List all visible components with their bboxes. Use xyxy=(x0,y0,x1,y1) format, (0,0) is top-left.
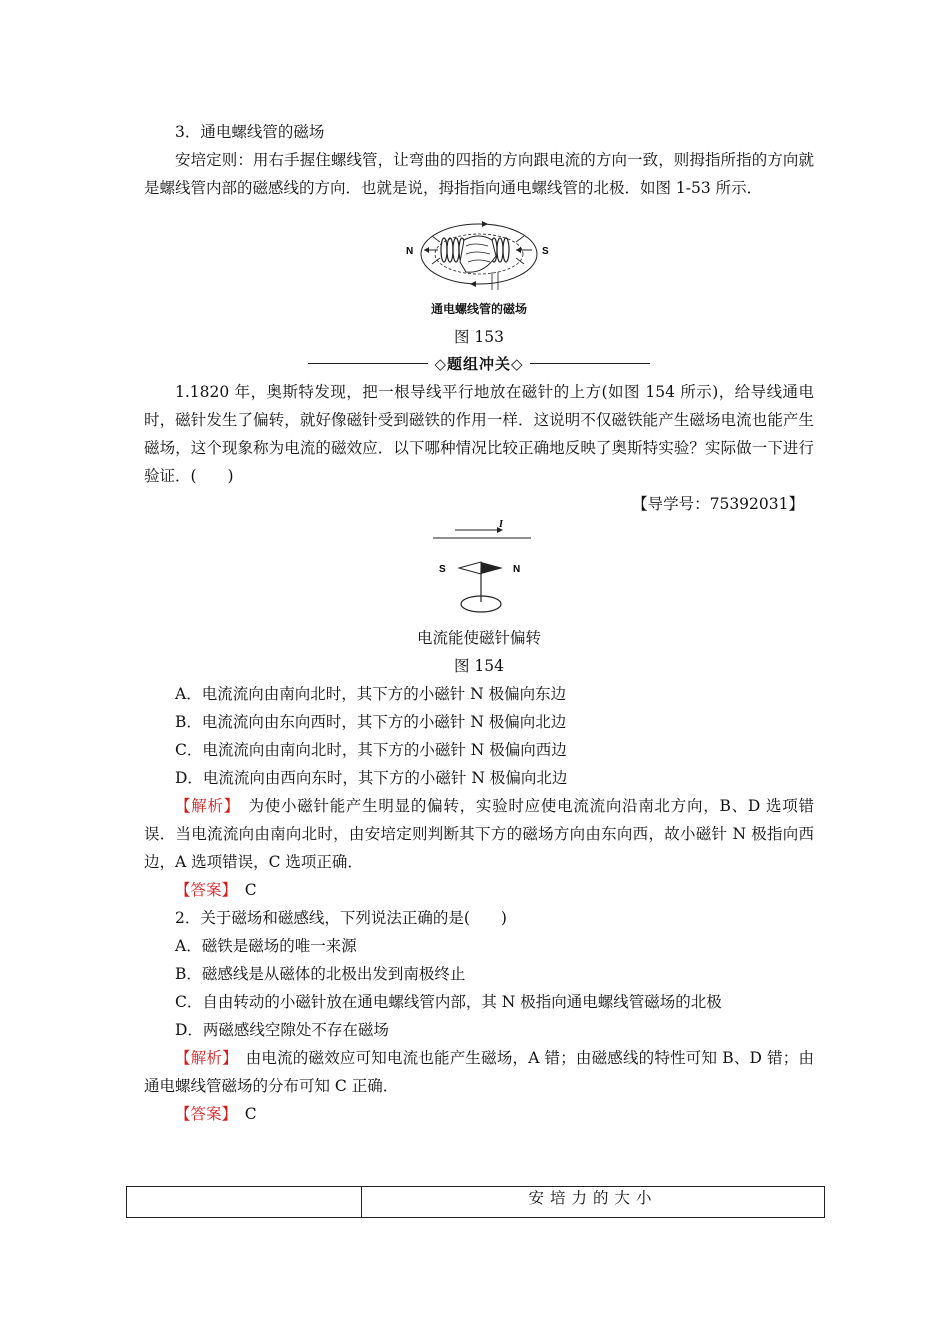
option-d: D．两磁感线空隙处不存在磁场 xyxy=(175,1021,389,1039)
answer-2 xyxy=(144,1100,814,1128)
answer-text: C xyxy=(229,881,257,899)
divider-left xyxy=(308,363,428,364)
pole-label-n: N xyxy=(406,246,414,257)
section-bar-title: ◇题组冲关◇ xyxy=(434,355,524,373)
section-bar xyxy=(144,353,814,374)
answer-text: C xyxy=(229,1105,257,1123)
option-a: A．磁铁是磁场的唯一来源 xyxy=(175,937,357,955)
divider-right xyxy=(530,363,650,364)
table-cell-empty xyxy=(127,1187,362,1217)
section-paragraph: 安培定则：用右手握住螺线管，让弯曲的四指的方向跟电流的方向一致，则拇指所指的方向就是螺线管内部的磁感线的方向．也就是说，拇指指向通电螺线管的北极．如图 1-53 所示． xyxy=(144,151,814,197)
option-c: C．电流流向由南向北时，其下方的小磁针 N 极偏向西边 xyxy=(175,741,567,759)
figure-solenoid xyxy=(144,216,814,351)
analysis-label: 【解析】 xyxy=(175,797,233,815)
answer-label: 【答案】 xyxy=(175,1105,230,1123)
figure-number: 图 154 xyxy=(453,657,504,675)
summary-table xyxy=(126,1186,825,1218)
solenoid-hand-illustration xyxy=(404,216,554,298)
pole-label-n: N xyxy=(513,564,521,575)
current-label: I xyxy=(499,520,503,530)
option-d: D．电流流向由西向东时，其下方的小磁针 N 极偏向北边 xyxy=(175,769,568,787)
pole-label-s: S xyxy=(439,564,446,575)
guide-number: 【导学号：75392031】 xyxy=(632,495,804,513)
analysis-text: 为使小磁针能产生明显的偏转，实验时应使电流流向沿南北方向，B、D 选项错误．当电流流向由南向北时，由安培定则判断其下方的磁场方向由东向西，故小磁针 N 极指向西边，A 选项错误，C 选项正确． xyxy=(144,797,814,871)
option-b: B．磁感线是从磁体的北极出发到南极终止 xyxy=(175,965,466,983)
analysis-text: 由电流的磁效应可知电流也能产生磁场，A 错；由磁感线的特性可知 B、D 错；由通电螺线管磁场的分布可知 C 正确． xyxy=(144,1049,814,1095)
figure-compass xyxy=(144,520,814,680)
figure-caption: 通电螺线管的磁场 xyxy=(430,302,527,316)
option-c: C．自由转动的小磁针放在通电螺线管内部，其 N 极指向通电螺线管磁场的北极 xyxy=(175,993,722,1011)
option-b: B．电流流向由东向西时，其下方的小磁针 N 极偏向北边 xyxy=(175,713,567,731)
pole-label-s: S xyxy=(542,246,549,257)
document-body xyxy=(144,118,814,1128)
table-header: 安培力的大小 xyxy=(528,1189,658,1207)
compass-wire-illustration xyxy=(419,520,539,624)
figure-number: 图 153 xyxy=(453,328,504,346)
section-heading: 3．通电螺线管的磁场 xyxy=(175,123,325,141)
question-1-stem: 1.1820 年，奥斯特发现，把一根导线平行地放在磁针的上方(如图 154 所示)，给导线通电时，磁针发生了偏转，就好像磁针受到磁铁的作用一样．这说明不仅磁铁能产生磁场电流也能产生磁场，这个现象称为电流的磁效应．以下哪种情况比较正确地反映了奥斯特实验？实际做一下进行验证．( ) xyxy=(144,383,814,485)
option-a: A．电流流向由南向北时，其下方的小磁针 N 极偏向东边 xyxy=(175,685,567,703)
question-2-stem: 2．关于磁场和磁感线，下列说法正确的是( ) xyxy=(175,909,507,927)
answer-1 xyxy=(144,876,814,904)
analysis-label: 【解析】 xyxy=(175,1049,231,1067)
analysis-2 xyxy=(144,1044,814,1100)
answer-label: 【答案】 xyxy=(175,881,230,899)
analysis-1 xyxy=(144,792,814,876)
figure-caption: 电流能使磁针偏转 xyxy=(416,629,541,647)
